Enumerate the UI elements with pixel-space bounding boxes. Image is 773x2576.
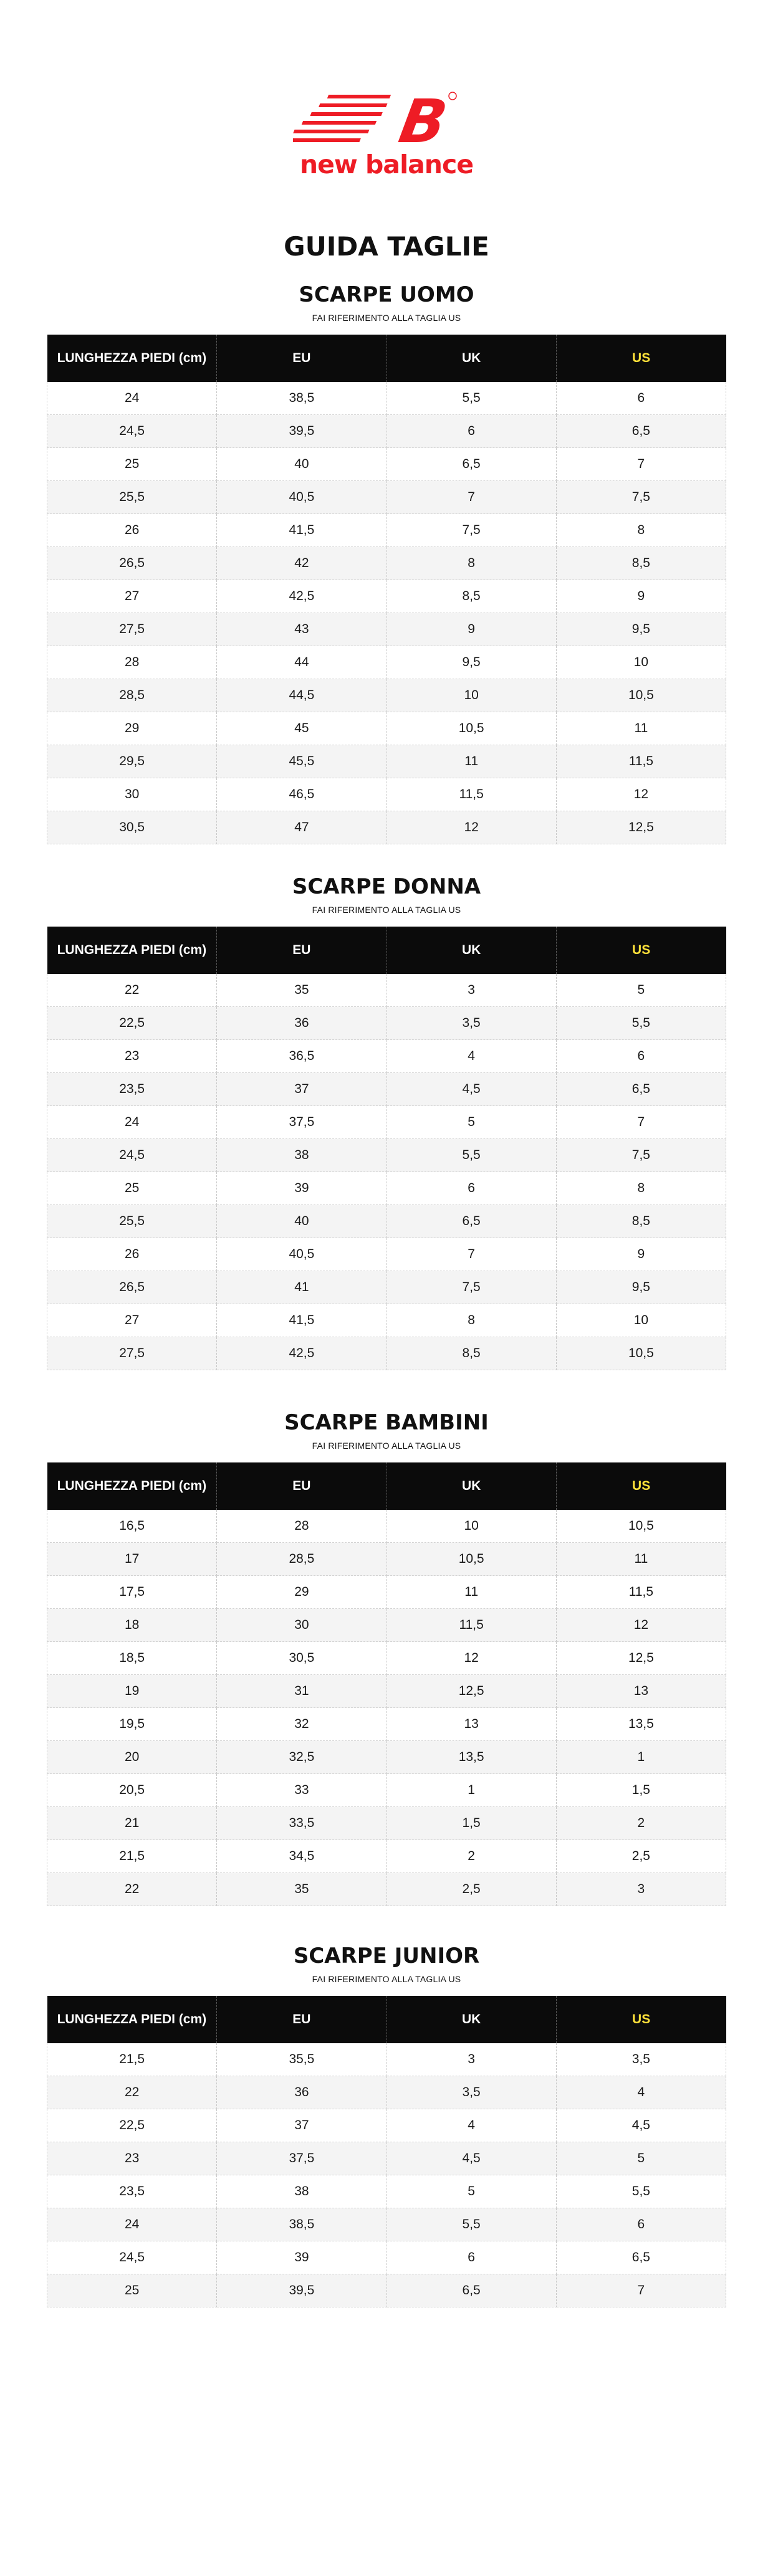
table-cell: 4 bbox=[386, 2109, 556, 2142]
size-table bbox=[47, 1996, 726, 2307]
section-bambini bbox=[47, 1410, 726, 1906]
table-cell: 38,5 bbox=[217, 382, 386, 415]
table-row bbox=[47, 1708, 726, 1741]
table-cell: 3 bbox=[556, 1873, 726, 1906]
table-cell: 30,5 bbox=[47, 811, 217, 844]
table-row bbox=[47, 514, 726, 547]
column-header: US bbox=[556, 1462, 726, 1510]
table-row bbox=[47, 1271, 726, 1304]
table-cell: 18,5 bbox=[47, 1642, 217, 1675]
section-note: FAI RIFERIMENTO ALLA TAGLIA US bbox=[312, 1974, 461, 1984]
table-cell: 37,5 bbox=[217, 1106, 386, 1139]
table-cell: 24,5 bbox=[47, 2241, 217, 2274]
table-cell: 5,5 bbox=[386, 2208, 556, 2241]
table-cell: 3,5 bbox=[386, 2076, 556, 2109]
table-cell: 10 bbox=[556, 646, 726, 679]
table-cell: 5,5 bbox=[556, 2175, 726, 2208]
table-cell: 7 bbox=[556, 1106, 726, 1139]
table-cell: 19,5 bbox=[47, 1708, 217, 1741]
table-cell: 8 bbox=[556, 514, 726, 547]
table-cell: 29,5 bbox=[47, 745, 217, 778]
table-cell: 5 bbox=[556, 974, 726, 1007]
table-cell: 41,5 bbox=[217, 1304, 386, 1337]
table-cell: 29 bbox=[217, 1576, 386, 1609]
table-cell: 29 bbox=[47, 712, 217, 745]
table-cell: 39,5 bbox=[217, 2274, 386, 2307]
table-cell: 38 bbox=[217, 1139, 386, 1172]
table-cell: 24,5 bbox=[47, 1139, 217, 1172]
section-title: SCARPE BAMBINI bbox=[284, 1410, 489, 1435]
table-cell: 10,5 bbox=[386, 1543, 556, 1576]
table-cell: 24 bbox=[47, 2208, 217, 2241]
table-cell: 25,5 bbox=[47, 1205, 217, 1238]
table-row bbox=[47, 1741, 726, 1774]
table-cell: 25,5 bbox=[47, 481, 217, 514]
table-cell: 23,5 bbox=[47, 1073, 217, 1106]
table-cell: 30 bbox=[47, 778, 217, 811]
table-row bbox=[47, 1007, 726, 1040]
table-cell: 36 bbox=[217, 2076, 386, 2109]
table-cell: 36 bbox=[217, 1007, 386, 1040]
table-cell: 28,5 bbox=[217, 1543, 386, 1576]
table-cell: 21,5 bbox=[47, 2043, 217, 2076]
table-cell: 10 bbox=[386, 1510, 556, 1543]
table-cell: 11,5 bbox=[556, 745, 726, 778]
table-row bbox=[47, 778, 726, 811]
table-cell: 38,5 bbox=[217, 2208, 386, 2241]
table-cell: 32,5 bbox=[217, 1741, 386, 1774]
table-cell: 11 bbox=[556, 1543, 726, 1576]
table-row bbox=[47, 646, 726, 679]
table-cell: 16,5 bbox=[47, 1510, 217, 1543]
table-cell: 7,5 bbox=[386, 514, 556, 547]
table-cell: 42 bbox=[217, 547, 386, 580]
size-table bbox=[47, 927, 726, 1370]
table-cell: 20,5 bbox=[47, 1774, 217, 1807]
table-row bbox=[47, 2142, 726, 2175]
table-row bbox=[47, 1675, 726, 1708]
table-cell: 2,5 bbox=[386, 1873, 556, 1906]
size-table bbox=[47, 335, 726, 844]
table-cell: 36,5 bbox=[217, 1040, 386, 1073]
table-cell: 28,5 bbox=[47, 679, 217, 712]
table-cell: 27,5 bbox=[47, 613, 217, 646]
table-cell: 10,5 bbox=[556, 1337, 726, 1370]
table-header-row bbox=[47, 1462, 726, 1510]
table-cell: 12,5 bbox=[556, 1642, 726, 1675]
table-cell: 2 bbox=[556, 1807, 726, 1840]
column-header: US bbox=[556, 1996, 726, 2043]
table-cell: 10 bbox=[556, 1304, 726, 1337]
page-title: GUIDA TAGLIE bbox=[284, 231, 489, 262]
table-header-row bbox=[47, 335, 726, 382]
table-cell: 45,5 bbox=[217, 745, 386, 778]
table-cell: 26 bbox=[47, 514, 217, 547]
table-cell: 40,5 bbox=[217, 481, 386, 514]
table-cell: 37 bbox=[217, 2109, 386, 2142]
column-header: UK bbox=[386, 335, 556, 382]
column-header: EU bbox=[217, 1996, 386, 2043]
table-cell: 17 bbox=[47, 1543, 217, 1576]
table-cell: 37,5 bbox=[217, 2142, 386, 2175]
table-cell: 18 bbox=[47, 1609, 217, 1642]
table-row bbox=[47, 382, 726, 415]
table-cell: 6,5 bbox=[386, 1205, 556, 1238]
table-cell: 34,5 bbox=[217, 1840, 386, 1873]
table-cell: 1 bbox=[556, 1741, 726, 1774]
section-note: FAI RIFERIMENTO ALLA TAGLIA US bbox=[312, 905, 461, 915]
table-cell: 45 bbox=[217, 712, 386, 745]
table-cell: 23 bbox=[47, 1040, 217, 1073]
table-cell: 7,5 bbox=[386, 1271, 556, 1304]
table-row bbox=[47, 811, 726, 844]
table-cell: 25 bbox=[47, 2274, 217, 2307]
table-cell: 7,5 bbox=[556, 481, 726, 514]
table-cell: 4,5 bbox=[556, 2109, 726, 2142]
column-header: EU bbox=[217, 335, 386, 382]
table-row bbox=[47, 580, 726, 613]
table-cell: 7 bbox=[556, 448, 726, 481]
section-title: SCARPE DONNA bbox=[292, 874, 481, 899]
table-cell: 11 bbox=[386, 745, 556, 778]
table-cell: 22 bbox=[47, 2076, 217, 2109]
table-cell: 13,5 bbox=[556, 1708, 726, 1741]
section-donna bbox=[47, 874, 726, 1370]
table-cell: 6 bbox=[556, 382, 726, 415]
table-cell: 22,5 bbox=[47, 2109, 217, 2142]
table-cell: 5 bbox=[556, 2142, 726, 2175]
section-title: SCARPE JUNIOR bbox=[293, 1944, 480, 1968]
table-row bbox=[47, 1139, 726, 1172]
section-note: FAI RIFERIMENTO ALLA TAGLIA US bbox=[312, 313, 461, 323]
table-cell: 3,5 bbox=[386, 1007, 556, 1040]
table-cell: 42,5 bbox=[217, 1337, 386, 1370]
table-cell: 22 bbox=[47, 1873, 217, 1906]
table-cell: 10,5 bbox=[556, 1510, 726, 1543]
table-row bbox=[47, 1073, 726, 1106]
table-cell: 25 bbox=[47, 448, 217, 481]
table-cell: 22,5 bbox=[47, 1007, 217, 1040]
table-cell: 6,5 bbox=[556, 415, 726, 448]
table-cell: 1 bbox=[386, 1774, 556, 1807]
table-cell: 9 bbox=[556, 1238, 726, 1271]
table-cell: 10,5 bbox=[556, 679, 726, 712]
table-row bbox=[47, 1205, 726, 1238]
column-header: US bbox=[556, 927, 726, 974]
column-header: UK bbox=[386, 1462, 556, 1510]
column-header: LUNGHEZZA PIEDI (cm) bbox=[47, 335, 217, 382]
table-cell: 24 bbox=[47, 1106, 217, 1139]
table-cell: 23,5 bbox=[47, 2175, 217, 2208]
column-header: LUNGHEZZA PIEDI (cm) bbox=[47, 1996, 217, 2043]
table-cell: 1,5 bbox=[556, 1774, 726, 1807]
table-cell: 40 bbox=[217, 448, 386, 481]
table-cell: 27,5 bbox=[47, 1337, 217, 1370]
table-cell: 4,5 bbox=[386, 2142, 556, 2175]
table-cell: 26,5 bbox=[47, 1271, 217, 1304]
table-cell: 2,5 bbox=[556, 1840, 726, 1873]
table-cell: 24 bbox=[47, 382, 217, 415]
table-row bbox=[47, 2241, 726, 2274]
table-cell: 6,5 bbox=[386, 448, 556, 481]
table-cell: 9,5 bbox=[556, 1271, 726, 1304]
section-title: SCARPE UOMO bbox=[299, 282, 474, 307]
table-cell: 38 bbox=[217, 2175, 386, 2208]
table-cell: 41 bbox=[217, 1271, 386, 1304]
table-cell: 3,5 bbox=[556, 2043, 726, 2076]
table-cell: 19 bbox=[47, 1675, 217, 1708]
table-cell: 6,5 bbox=[556, 1073, 726, 1106]
column-header: LUNGHEZZA PIEDI (cm) bbox=[47, 927, 217, 974]
column-header: UK bbox=[386, 1996, 556, 2043]
table-cell: 31 bbox=[217, 1675, 386, 1708]
table-cell: 39,5 bbox=[217, 415, 386, 448]
table-cell: 6,5 bbox=[556, 2241, 726, 2274]
brand-logo bbox=[293, 87, 480, 181]
table-cell: 6 bbox=[386, 415, 556, 448]
table-cell: 4,5 bbox=[386, 1073, 556, 1106]
table-row bbox=[47, 481, 726, 514]
table-cell: 5,5 bbox=[386, 1139, 556, 1172]
table-row bbox=[47, 679, 726, 712]
table-cell: 1,5 bbox=[386, 1807, 556, 1840]
table-row bbox=[47, 415, 726, 448]
table-cell: 8 bbox=[556, 1172, 726, 1205]
table-row bbox=[47, 1172, 726, 1205]
table-cell: 5 bbox=[386, 2175, 556, 2208]
table-cell: 12 bbox=[386, 1642, 556, 1675]
table-row bbox=[47, 448, 726, 481]
table-cell: 30 bbox=[217, 1609, 386, 1642]
table-cell: 7 bbox=[556, 2274, 726, 2307]
table-cell: 23 bbox=[47, 2142, 217, 2175]
table-row bbox=[47, 1510, 726, 1543]
table-cell: 7 bbox=[386, 1238, 556, 1271]
table-cell: 21,5 bbox=[47, 1840, 217, 1873]
table-cell: 35 bbox=[217, 1873, 386, 1906]
table-row bbox=[47, 2274, 726, 2307]
table-cell: 12 bbox=[556, 778, 726, 811]
nb-logo-icon bbox=[293, 87, 480, 150]
table-row bbox=[47, 1609, 726, 1642]
table-cell: 6 bbox=[386, 1172, 556, 1205]
table-cell: 47 bbox=[217, 811, 386, 844]
table-row bbox=[47, 2208, 726, 2241]
section-note: FAI RIFERIMENTO ALLA TAGLIA US bbox=[312, 1441, 461, 1451]
table-cell: 6 bbox=[386, 2241, 556, 2274]
table-cell: 9 bbox=[556, 580, 726, 613]
table-cell: 13 bbox=[386, 1708, 556, 1741]
table-row bbox=[47, 1807, 726, 1840]
table-row bbox=[47, 1774, 726, 1807]
table-cell: 39 bbox=[217, 2241, 386, 2274]
table-cell: 39 bbox=[217, 1172, 386, 1205]
table-row bbox=[47, 745, 726, 778]
table-cell: 35,5 bbox=[217, 2043, 386, 2076]
table-cell: 10,5 bbox=[386, 712, 556, 745]
table-cell: 2 bbox=[386, 1840, 556, 1873]
table-cell: 11 bbox=[556, 712, 726, 745]
section-junior bbox=[47, 1943, 726, 2307]
table-row bbox=[47, 1040, 726, 1073]
table-cell: 17,5 bbox=[47, 1576, 217, 1609]
table-row bbox=[47, 2076, 726, 2109]
table-cell: 40,5 bbox=[217, 1238, 386, 1271]
table-cell: 8,5 bbox=[386, 1337, 556, 1370]
table-row bbox=[47, 974, 726, 1007]
table-cell: 12 bbox=[386, 811, 556, 844]
table-cell: 11,5 bbox=[556, 1576, 726, 1609]
section-uomo bbox=[47, 282, 726, 844]
table-cell: 28 bbox=[47, 646, 217, 679]
column-header: US bbox=[556, 335, 726, 382]
table-cell: 44 bbox=[217, 646, 386, 679]
table-cell: 26,5 bbox=[47, 547, 217, 580]
table-row bbox=[47, 1840, 726, 1873]
table-row bbox=[47, 613, 726, 646]
table-cell: 7 bbox=[386, 481, 556, 514]
column-header: LUNGHEZZA PIEDI (cm) bbox=[47, 1462, 217, 1510]
table-cell: 11,5 bbox=[386, 778, 556, 811]
table-cell: 22 bbox=[47, 974, 217, 1007]
table-cell: 44,5 bbox=[217, 679, 386, 712]
table-cell: 27 bbox=[47, 580, 217, 613]
table-cell: 20 bbox=[47, 1741, 217, 1774]
table-row bbox=[47, 2175, 726, 2208]
table-cell: 21 bbox=[47, 1807, 217, 1840]
table-row bbox=[47, 2109, 726, 2142]
table-cell: 9,5 bbox=[556, 613, 726, 646]
table-cell: 33 bbox=[217, 1774, 386, 1807]
table-cell: 11,5 bbox=[386, 1609, 556, 1642]
column-header: EU bbox=[217, 927, 386, 974]
table-cell: 8,5 bbox=[556, 547, 726, 580]
table-cell: 32 bbox=[217, 1708, 386, 1741]
table-cell: 6,5 bbox=[386, 2274, 556, 2307]
table-cell: 4 bbox=[386, 1040, 556, 1073]
table-cell: 33,5 bbox=[217, 1807, 386, 1840]
table-cell: 46,5 bbox=[217, 778, 386, 811]
column-header: EU bbox=[217, 1462, 386, 1510]
table-cell: 12 bbox=[556, 1609, 726, 1642]
table-row bbox=[47, 1543, 726, 1576]
table-cell: 8 bbox=[386, 547, 556, 580]
table-cell: 40 bbox=[217, 1205, 386, 1238]
table-cell: 43 bbox=[217, 613, 386, 646]
table-header-row bbox=[47, 927, 726, 974]
table-row bbox=[47, 1576, 726, 1609]
table-cell: 7,5 bbox=[556, 1139, 726, 1172]
table-cell: 9,5 bbox=[386, 646, 556, 679]
table-header-row bbox=[47, 1996, 726, 2043]
table-cell: 3 bbox=[386, 2043, 556, 2076]
table-cell: 4 bbox=[556, 2076, 726, 2109]
table-row bbox=[47, 1873, 726, 1906]
table-cell: 10 bbox=[386, 679, 556, 712]
table-cell: 3 bbox=[386, 974, 556, 1007]
table-cell: 30,5 bbox=[217, 1642, 386, 1675]
table-row bbox=[47, 1304, 726, 1337]
table-cell: 24,5 bbox=[47, 415, 217, 448]
table-cell: 5,5 bbox=[556, 1007, 726, 1040]
table-row bbox=[47, 2043, 726, 2076]
table-cell: 6 bbox=[556, 2208, 726, 2241]
table-cell: 42,5 bbox=[217, 580, 386, 613]
table-cell: 28 bbox=[217, 1510, 386, 1543]
table-row bbox=[47, 712, 726, 745]
table-cell: 12,5 bbox=[556, 811, 726, 844]
table-cell: 26 bbox=[47, 1238, 217, 1271]
table-cell: 41,5 bbox=[217, 514, 386, 547]
table-cell: 25 bbox=[47, 1172, 217, 1205]
table-cell: 6 bbox=[556, 1040, 726, 1073]
table-cell: 11 bbox=[386, 1576, 556, 1609]
table-row bbox=[47, 1106, 726, 1139]
table-row bbox=[47, 1337, 726, 1370]
table-cell: 13 bbox=[556, 1675, 726, 1708]
table-cell: 8 bbox=[386, 1304, 556, 1337]
table-cell: 37 bbox=[217, 1073, 386, 1106]
table-cell: 5,5 bbox=[386, 382, 556, 415]
size-table bbox=[47, 1462, 726, 1906]
table-row bbox=[47, 1642, 726, 1675]
table-cell: 8,5 bbox=[386, 580, 556, 613]
table-cell: 9 bbox=[386, 613, 556, 646]
table-row bbox=[47, 1238, 726, 1271]
table-cell: 8,5 bbox=[556, 1205, 726, 1238]
svg-text:B: B bbox=[394, 87, 453, 150]
brand-wordmark: new balance bbox=[299, 150, 474, 179]
table-cell: 35 bbox=[217, 974, 386, 1007]
table-cell: 5 bbox=[386, 1106, 556, 1139]
table-cell: 12,5 bbox=[386, 1675, 556, 1708]
table-cell: 13,5 bbox=[386, 1741, 556, 1774]
column-header: UK bbox=[386, 927, 556, 974]
table-row bbox=[47, 547, 726, 580]
table-cell: 27 bbox=[47, 1304, 217, 1337]
